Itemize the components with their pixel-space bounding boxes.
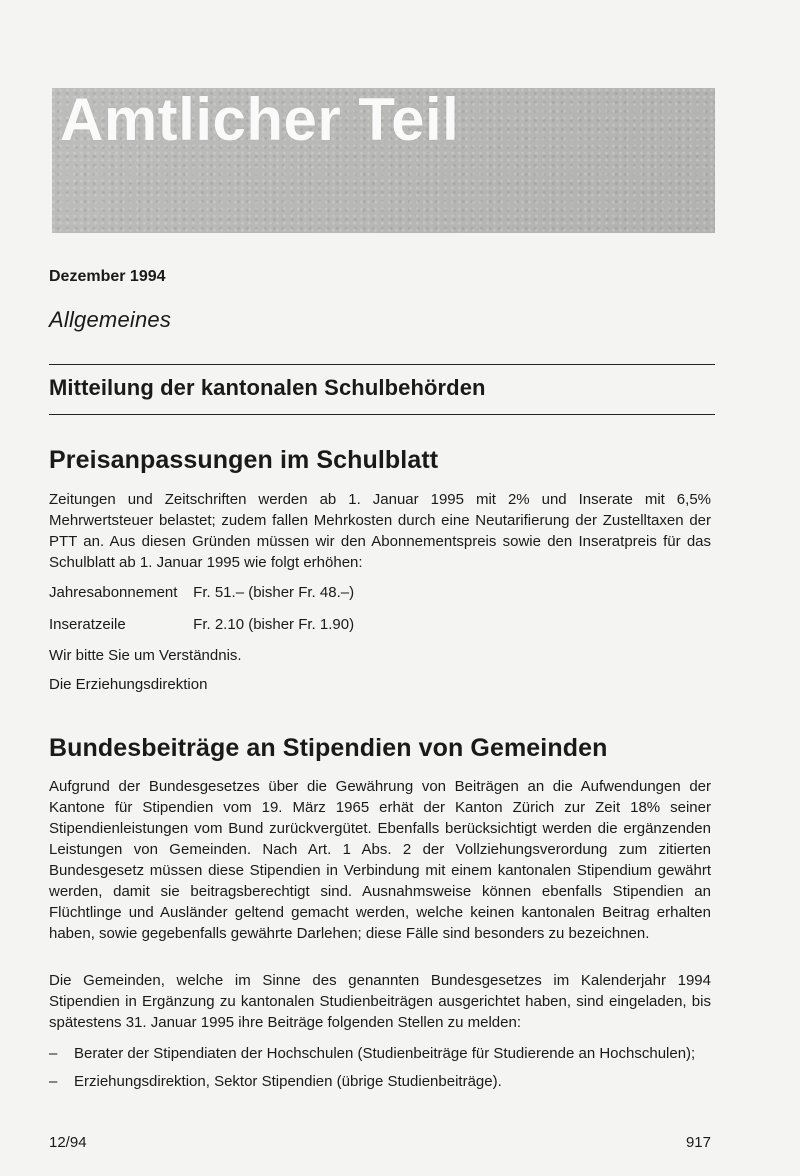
reporting-offices-list (49, 1043, 711, 1099)
price-label-ad-line: Inseratzeile (49, 616, 126, 633)
banner-title: Amtlicher Teil (60, 88, 460, 153)
federal-grants-heading: Bundesbeiträge an Stipendien von Gemeinden (49, 734, 608, 762)
section-category: Allgemeines (49, 307, 172, 332)
price-value-subscription: Fr. 51.– (bisher Fr. 48.–) (193, 584, 355, 601)
footer-page-number: 917 (685, 1134, 711, 1151)
notice-bottom-rule (49, 414, 715, 415)
price-adjustments-paragraph: Zeitungen und Zeitschriften werden ab 1. Januar 1995 mit 2% und Inserate mit 6,5% Mehrwertsteuer belastet; zudem fallen Mehrkosten durch eine Neutarifierung der Zustelltaxen der PTT an. Aus diesen Gründen müssen wir den Abonnementspreis sowie den Inseratpreis für das Schulblatt ab 1. Januar 1995 wie folgt erhöhen: (49, 491, 711, 571)
thanks-line: Wir bitte Sie um Verständnis. (49, 647, 242, 664)
price-adjustments-heading: Preisanpassungen im Schulblatt (49, 446, 439, 474)
price-row-ad-line (49, 614, 409, 635)
signoff-line: Die Erziehungsdirektion (49, 676, 208, 693)
price-label-subscription: Jahresabonnement (49, 584, 178, 601)
list-item: – Erziehungsdirektion, Sektor Stipendien (übrige Studienbeiträge). (49, 1071, 711, 1092)
banner (52, 88, 715, 233)
federal-grants-paragraph-2: Die Gemeinden, welche im Sinne des genannten Bundesgesetzes im Kalenderjahr 1994 Stipendien in Ergänzung zu kantonalen Studienbeiträgen ausgerichtet haben, sind eingeladen, bis spätestens 31. Januar 1995 ihre Beiträge folgenden Stellen zu melden: (49, 972, 711, 1031)
list-item: – Berater der Stipendiaten der Hochschulen (Studienbeiträge für Studierende an Hochschulen); (49, 1043, 711, 1064)
price-row-subscription (49, 582, 409, 603)
footer-issue: 12/94 (49, 1134, 87, 1151)
notice-top-rule (49, 364, 715, 365)
federal-grants-paragraph-1: Aufgrund der Bundesgesetzes über die Gewährung von Beiträgen an die Aufwendungen der Kantone für Stipendien vom 19. März 1965 erhät der Kanton Zürich zur Zeit 18% seiner Stipendienleistungen vom Bund zurückvergütet. Ebenfalls berücksichtigt werden die ergänzenden Leistungen von Gemeinden. Nach Art. 1 Abs. 2 der Vollziehungsverordung zum zitierten Bundesgesetz müssen diese Stipendien in Verbindung mit einem kantonalen Stipendium gewährt werden, damit sie beitragsberechtigt sind. Ausnahmsweise können ebenfalls Stipendien an Flüchtlinge und Ausländer geltend gemacht werden, welche keinen kantonalen Beitrag erhalten haben, sowie gegebenfalls gewährte Darlehen; diese Fälle sind besonders zu bezeichnen. (49, 778, 711, 942)
price-value-ad-line: Fr. 2.10 (bisher Fr. 1.90) (193, 616, 355, 633)
issue-date: Dezember 1994 (49, 268, 166, 285)
notice-title: Mitteilung der kantonalen Schulbehörden (49, 375, 486, 400)
